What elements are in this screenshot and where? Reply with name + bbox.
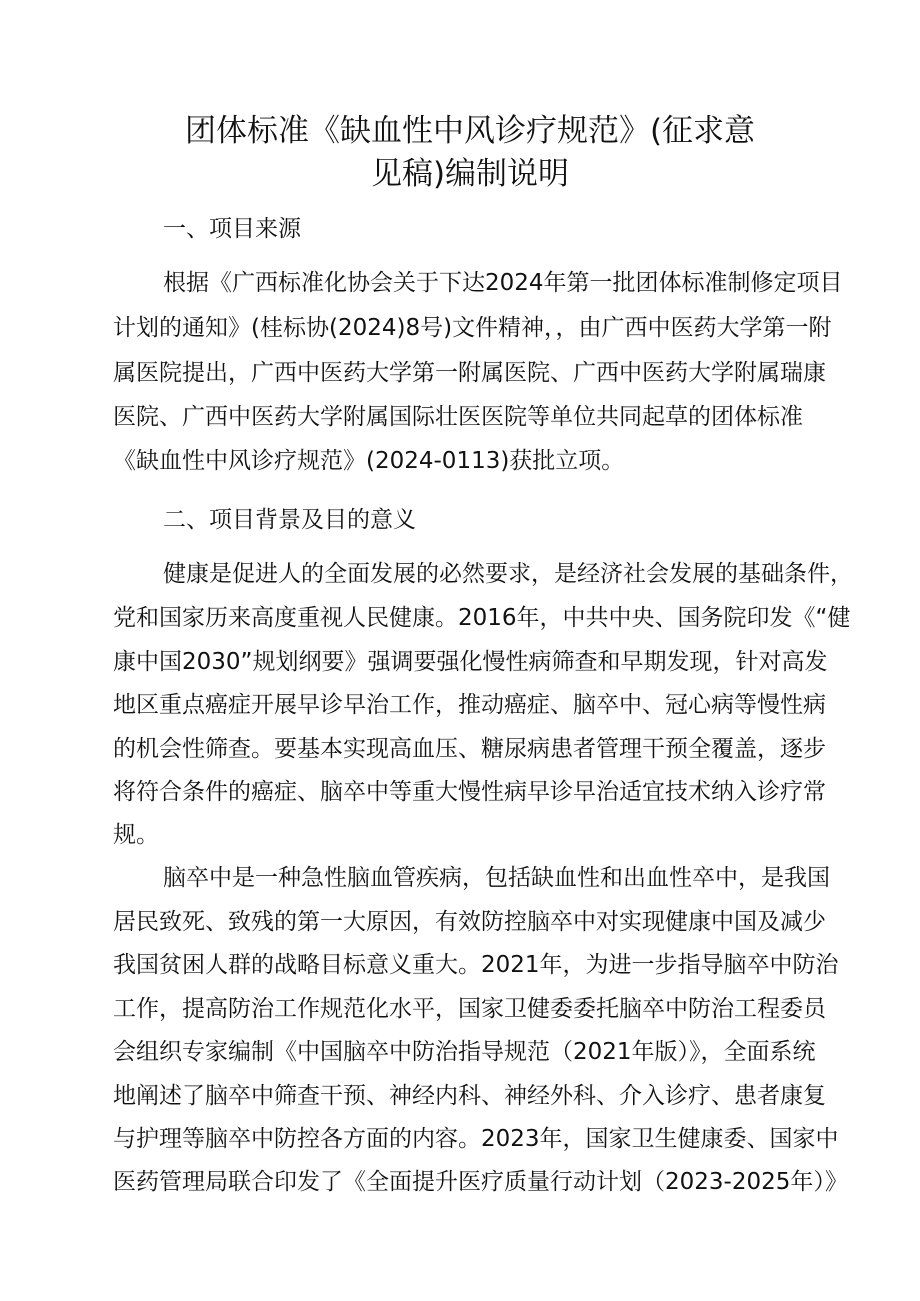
paragraph-line: 我国贫困人群的战略目标意义重大。2021年，为进一步指导脑卒中防治 xyxy=(113,952,839,978)
paragraph-line: 居民致死、致残的第一大原因，有效防控脑卒中对实现健康中国及减少 xyxy=(113,909,826,935)
paragraph-line: 健康是促进人的全面发展的必然要求，是经济社会发展的基础条件， xyxy=(163,561,853,587)
paragraph-line: 根据《广西标准化协会关于下达2024年第一批团体标准制修定项目 xyxy=(163,270,843,296)
paragraph-line: 康中国2030”规划纲要》强调要强化慢性病筛查和早期发现，针对高发 xyxy=(113,649,828,675)
paragraph-line: 规。 xyxy=(113,822,159,848)
paragraph-line: 医药管理局联合印发了《全面提升医疗质量行动计划（2023-2025年）》 xyxy=(113,1169,848,1195)
document-title-line-2: 见稿)编制说明 xyxy=(370,156,570,192)
paragraph-line: 属医院提出，广西中医药大学第一附属医院、广西中医药大学附属瑞康 xyxy=(113,360,826,386)
paragraph-line: 地区重点癌症开展早诊早治工作，推动癌症、脑卒中、冠心病等慢性病 xyxy=(113,692,826,718)
paragraph-line: 医院、广西中医药大学附属国际壮医医院等单位共同起草的团体标准 xyxy=(113,404,803,430)
paragraph-line: 会组织专家编制《中国脑卒中防治指导规范（2021年版）》，全面系统 xyxy=(113,1039,816,1065)
document-title-line-1: 团体标准《缺血性中风诊疗规范》(征求意 xyxy=(184,113,756,149)
paragraph-line: 计划的通知》(桂标协(2024)8号)文件精神，，由广西中医药大学第一附 xyxy=(113,315,832,341)
section-heading-background: 二、项目背景及目的意义 xyxy=(163,507,416,533)
section-heading-source: 一、项目来源 xyxy=(163,216,301,242)
paragraph-line: 将符合条件的癌症、脑卒中等重大慢性病早诊早治适宜技术纳入诊疗常 xyxy=(113,779,826,805)
paragraph-line: 工作，提高防治工作规范化水平，国家卫健委委托脑卒中防治工程委员 xyxy=(113,996,826,1022)
paragraph-line: 脑卒中是一种急性脑血管疾病，包括缺血性和出血性卒中，是我国 xyxy=(163,865,830,891)
paragraph-line: 地阐述了脑卒中筛查干预、神经内科、神经外科、介入诊疗、患者康复 xyxy=(113,1083,826,1109)
paragraph-line: 《缺血性中风诊疗规范》(2024-0113)获批立项。 xyxy=(113,448,625,474)
paragraph-line: 与护理等脑卒中防控各方面的内容。2023年，国家卫生健康委、国家中 xyxy=(113,1126,839,1152)
paragraph-line: 党和国家历来高度重视人民健康。2016年，中共中央、国务院印发《“健 xyxy=(113,605,851,631)
paragraph-line: 的机会性筛查。要基本实现高血压、糖尿病患者管理干预全覆盖，逐步 xyxy=(113,736,826,762)
